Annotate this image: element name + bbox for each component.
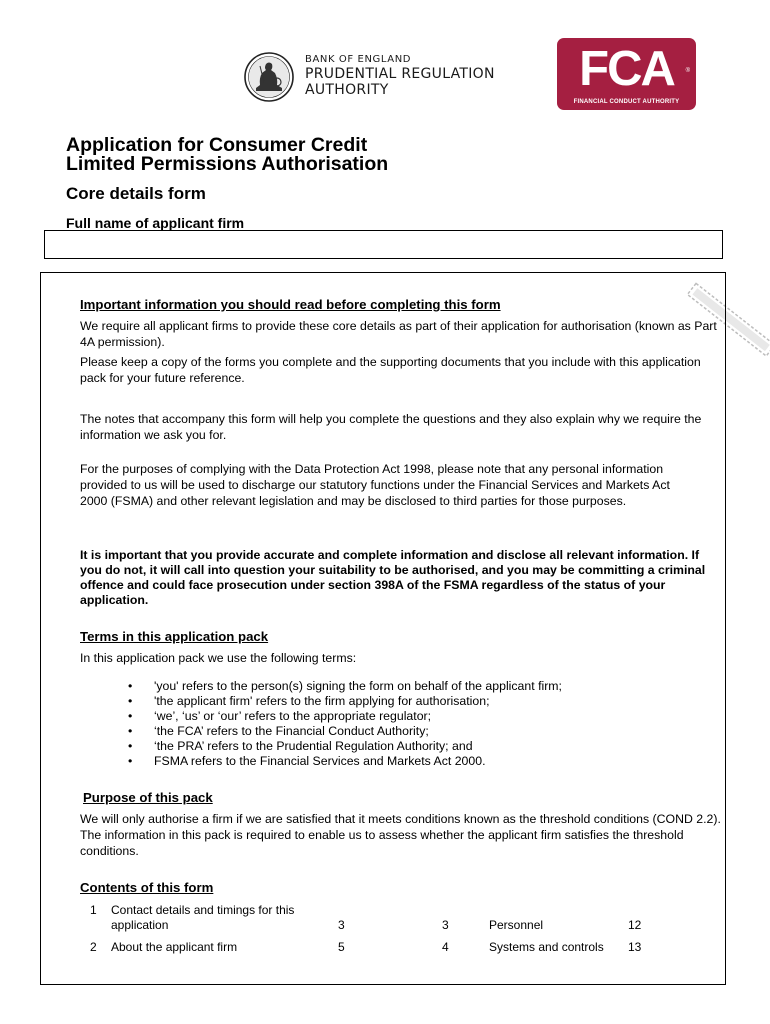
fca-logo	[557, 38, 696, 110]
contents-heading: Contents of this form	[80, 880, 214, 895]
pra-logo-line3: AUTHORITY	[305, 82, 389, 98]
toc-num: 3	[442, 918, 449, 932]
toc-page: 5	[338, 940, 345, 954]
full-name-field[interactable]	[44, 230, 723, 259]
important-para-4: For the purposes of complying with the Data Protection Act 1998, please note that any personal information provided to us will be used to discharge our statutory functions under the Financial Services and Markets Act 2000 (FSMA) and other relevant legislation and may be disclosed to third parties for those purposes.	[80, 462, 670, 508]
list-item: • ‘we’, ‘us’ or ‘our’ refers to the appropriate regulator;	[128, 709, 562, 724]
pra-logo-text	[305, 54, 495, 98]
pra-logo-line1: BANK OF ENGLAND	[305, 54, 412, 65]
toc-page: 12	[628, 918, 642, 932]
list-item: • ‘the PRA’ refers to the Prudential Regulation Authority; and	[128, 739, 562, 754]
purpose-heading: Purpose of this pack	[83, 790, 213, 805]
important-warning: It is important that you provide accurate and complete information and disclose all relevant information. If you do not, it will call into question your suitability to be authorised, and you may be committing a criminal offence and could face prosecution under section 398A of the FSMA regardless of the status of your application.	[80, 548, 706, 607]
important-info-heading: Important information you should read before completing this form	[80, 297, 501, 312]
toc-num: 2	[90, 940, 97, 954]
list-item: • ‘the FCA’ refers to the Financial Conduct Authority;	[128, 724, 562, 739]
title-line1: Application for Consumer Credit	[66, 134, 368, 156]
toc-num: 1	[90, 903, 97, 917]
terms-heading: Terms in this application pack	[80, 629, 269, 644]
toc-title[interactable]: Contact details and timings for this application	[111, 903, 295, 932]
list-item: • 'the applicant firm' refers to the firm applying for authorisation;	[128, 694, 562, 709]
toc-title[interactable]: Personnel	[489, 918, 544, 932]
terms-intro: In this application pack we use the following terms:	[80, 651, 357, 665]
purpose-text: We will only authorise a firm if we are satisfied that it meets conditions known as the threshold conditions (COND 2.2). The information in this pack is required to enable us to assess whether the applicant firm satisfies the threshold conditions.	[80, 812, 721, 858]
fca-logo-subtitle: FINANCIAL CONDUCT AUTHORITY	[573, 99, 680, 105]
toc-title[interactable]: About the applicant firm	[111, 940, 238, 954]
toc-title[interactable]: Systems and controls	[489, 940, 604, 954]
toc-page: 13	[628, 940, 642, 954]
bank-of-england-seal-icon	[244, 52, 294, 102]
pra-logo-line2: PRUDENTIAL REGULATION	[305, 66, 495, 82]
form-subtitle: Core details form	[66, 184, 206, 203]
list-item: • FSMA refers to the Financial Services and Markets Act 2000.	[128, 754, 562, 769]
important-para-3: The notes that accompany this form will help you complete the questions and they also explain why we require the information we ask you for.	[80, 412, 702, 442]
full-name-label: Full name of applicant firm	[66, 215, 245, 231]
list-item: • 'you' refers to the person(s) signing the form on behalf of the applicant firm;	[128, 679, 562, 694]
important-para-2: Please keep a copy of the forms you complete and the supporting documents that you include with this application pack for your future reference.	[80, 355, 701, 385]
page-title	[66, 136, 388, 174]
fca-registered-mark: ®	[685, 68, 690, 74]
important-para-1: We require all applicant firms to provide these core details as part of their application for authorisation (known as Part 4A permission).	[80, 319, 717, 349]
toc-num: 4	[442, 940, 449, 954]
title-line2: Limited Permissions Authorisation	[66, 153, 389, 175]
toc-page: 3	[338, 918, 345, 932]
terms-list	[128, 679, 562, 769]
fca-logo-letters: FCA	[579, 42, 674, 96]
